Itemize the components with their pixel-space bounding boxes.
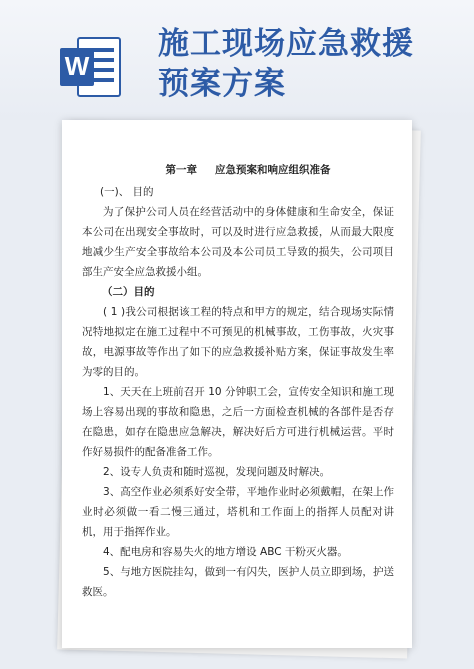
list-item-4: 4、配电房和容易失火的地方增设 ABC 干粉灭火器。 [103, 546, 348, 558]
chapter-title: 应急预案和响应组织准备 [215, 164, 331, 176]
document-page [62, 120, 412, 648]
chapter-number: 第一章 [165, 164, 197, 176]
title-line-1: 施工现场应急救援 [158, 26, 414, 62]
list-item-5: 5、与地方医院挂勾，做到一有闪失，医护人员立即到场，护送救医。 [82, 566, 394, 598]
title-line-2: 预案方案 [158, 66, 286, 102]
document-body [82, 160, 394, 602]
chapter-heading [82, 160, 394, 180]
section-2-heading: （二）目的 [102, 286, 155, 298]
page-title [158, 24, 458, 104]
header-banner [0, 0, 474, 120]
list-item-2: 2、设专人负责和随时巡视，发现问题及时解决。 [103, 466, 331, 478]
section-1-heading: (一)、 目的 [100, 186, 154, 198]
section-1-paragraph: 为了保护公司人员在经营活动中的身体健康和生命安全，保证本公司在出现安全事故时，可以及时进行应急救援，从而最大限度地减少生产安全事故给本公司及本公司员工导致的损失，公司项目部生产安全应急救援小组。 [82, 206, 394, 278]
word-document-icon [60, 34, 122, 100]
section-2-paragraph: ( 1 )我公司根据该工程的特点和甲方的规定，结合现场实际情况特地拟定在施工过程中不可预见的机械事故，工伤事故，火灾事故，电源事故等作出了如下的应急救援补贴方案，保证事故发生率为零的目的。 [82, 306, 394, 378]
logo-letter: W [64, 51, 90, 81]
list-item-1: 1、天天在上班前召开 10 分钟职工会，宣传安全知识和施工现场上容易出现的事故和隐患，之后一方面检查机械的各部件是否存在隐患，如存在隐患应急解决，解决好后方可进行机械运营。平时作好易损件的配备准备工作。 [82, 386, 394, 458]
list-item-3: 3、高空作业必须系好安全带，平地作业时必须戴帽，在架上作业时必须做一看二慢三通过，塔机和工作面上的指挥人员配对讲机，用于指挥作业。 [82, 486, 394, 538]
